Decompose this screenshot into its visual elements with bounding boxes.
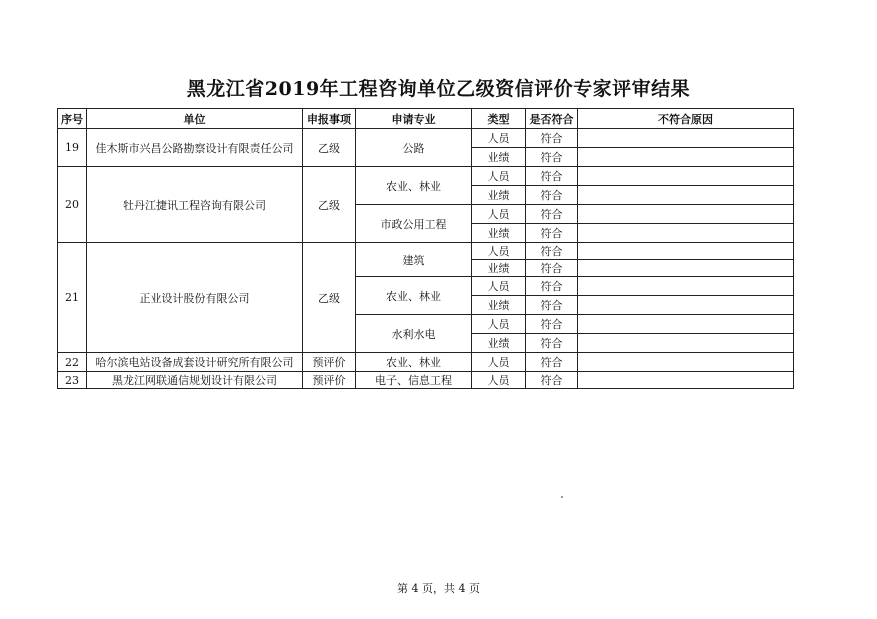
reason-cell: [578, 129, 794, 148]
scan-speck: [561, 496, 563, 498]
review-results-table: [57, 108, 794, 389]
reason-cell: [578, 260, 794, 277]
header-seq: 序号: [58, 109, 87, 129]
unit-cell: 黑龙江网联通信规划设计有限公司: [87, 372, 303, 389]
reason-cell: [578, 296, 794, 315]
reason-cell: [578, 243, 794, 260]
header-major: 申请专业: [356, 109, 472, 129]
table-row: [58, 129, 794, 148]
seq-cell: 20: [58, 167, 87, 243]
major-cell: 农业、林业: [356, 167, 472, 205]
matter-cell: 预评价: [303, 372, 356, 389]
matter-cell: 乙级: [303, 129, 356, 167]
table-row: [58, 372, 794, 389]
reason-cell: [578, 353, 794, 372]
unit-cell: 牡丹江捷讯工程咨询有限公司: [87, 167, 303, 243]
type-cell: 业绩: [472, 224, 526, 243]
header-matter: 申报事项: [303, 109, 356, 129]
type-cell: 业绩: [472, 260, 526, 277]
type-cell: 人员: [472, 353, 526, 372]
reason-cell: [578, 224, 794, 243]
type-cell: 业绩: [472, 148, 526, 167]
conform-cell: 符合: [526, 315, 578, 334]
conform-cell: 符合: [526, 224, 578, 243]
conform-cell: 符合: [526, 353, 578, 372]
major-cell: 建筑: [356, 243, 472, 277]
reason-cell: [578, 315, 794, 334]
type-cell: 业绩: [472, 186, 526, 205]
type-cell: 人员: [472, 243, 526, 260]
major-cell: 电子、信息工程: [356, 372, 472, 389]
matter-cell: 预评价: [303, 353, 356, 372]
header-type: 类型: [472, 109, 526, 129]
page-number: 第 4 页，共 4 页: [397, 582, 480, 595]
reason-cell: [578, 334, 794, 353]
reason-cell: [578, 186, 794, 205]
reason-cell: [578, 277, 794, 296]
table-header-row: [58, 109, 794, 129]
conform-cell: 符合: [526, 129, 578, 148]
type-cell: 人员: [472, 372, 526, 389]
major-cell: 公路: [356, 129, 472, 167]
major-cell: 市政公用工程: [356, 205, 472, 243]
type-cell: 人员: [472, 205, 526, 224]
table-row: [58, 243, 794, 260]
conform-cell: 符合: [526, 243, 578, 260]
reason-cell: [578, 167, 794, 186]
header-conform: 是否符合: [526, 109, 578, 129]
seq-cell: 19: [58, 129, 87, 167]
major-cell: 农业、林业: [356, 277, 472, 315]
unit-cell: 正业设计股份有限公司: [87, 243, 303, 353]
conform-cell: 符合: [526, 167, 578, 186]
header-reason: 不符合原因: [578, 109, 794, 129]
unit-cell: 哈尔滨电站设备成套设计研究所有限公司: [87, 353, 303, 372]
reason-cell: [578, 148, 794, 167]
conform-cell: 符合: [526, 260, 578, 277]
major-cell: 农业、林业: [356, 353, 472, 372]
type-cell: 人员: [472, 129, 526, 148]
reason-cell: [578, 205, 794, 224]
seq-cell: 22: [58, 353, 87, 372]
conform-cell: 符合: [526, 372, 578, 389]
reason-cell: [578, 372, 794, 389]
conform-cell: 符合: [526, 186, 578, 205]
type-cell: 人员: [472, 277, 526, 296]
table-row: [58, 167, 794, 186]
seq-cell: 21: [58, 243, 87, 353]
type-cell: 业绩: [472, 334, 526, 353]
conform-cell: 符合: [526, 277, 578, 296]
seq-cell: 23: [58, 372, 87, 389]
major-cell: 水利水电: [356, 315, 472, 353]
type-cell: 业绩: [472, 296, 526, 315]
table-row: [58, 353, 794, 372]
matter-cell: 乙级: [303, 243, 356, 353]
conform-cell: 符合: [526, 334, 578, 353]
header-unit: 单位: [87, 109, 303, 129]
conform-cell: 符合: [526, 148, 578, 167]
matter-cell: 乙级: [303, 167, 356, 243]
unit-cell: 佳木斯市兴昌公路勘察设计有限责任公司: [87, 129, 303, 167]
conform-cell: 符合: [526, 296, 578, 315]
type-cell: 人员: [472, 167, 526, 186]
conform-cell: 符合: [526, 205, 578, 224]
type-cell: 人员: [472, 315, 526, 334]
page-title: 黑龙江省2019年工程咨询单位乙级资信评价专家评审结果: [186, 78, 691, 100]
